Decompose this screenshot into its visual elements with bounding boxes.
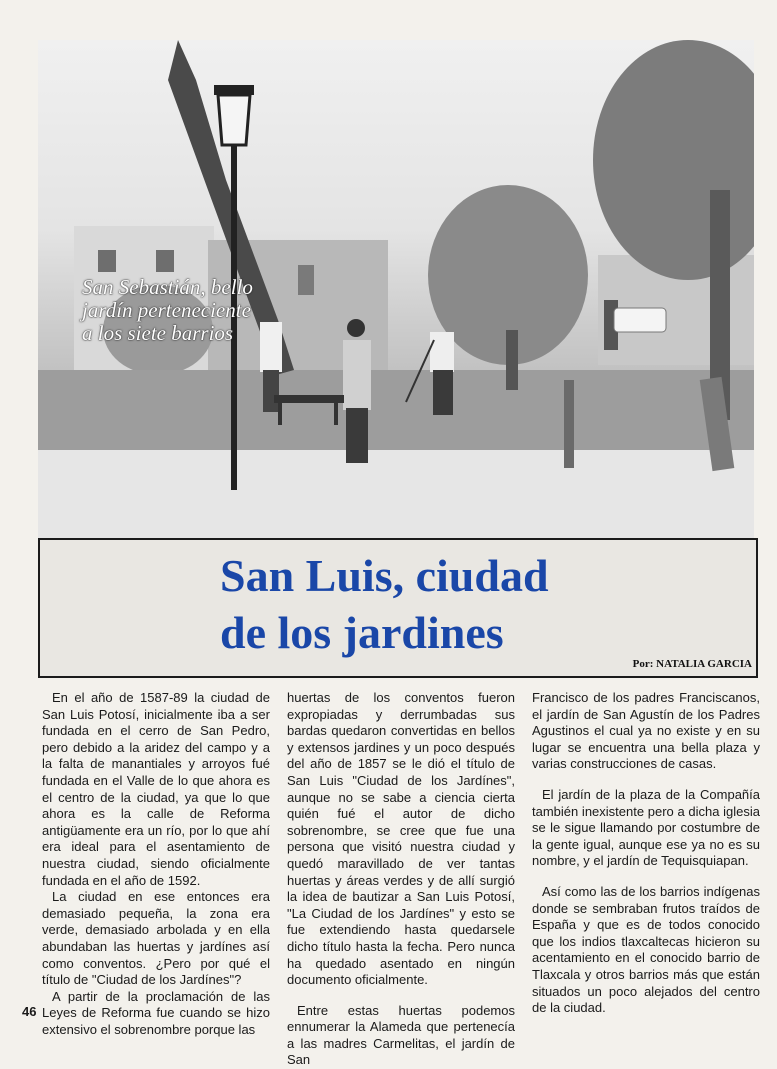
title-banner bbox=[38, 538, 758, 678]
walkway bbox=[38, 450, 754, 538]
article-column-2 bbox=[287, 690, 515, 1068]
paragraph: La ciudad en ese entonces era demasiado pequeña, la zona era verde, demasiado arbolada y en ella abundaban las huertas y jardínes así como conventos. ¿Pero por qué el título de "Ciudad de los Jardínes"? bbox=[42, 889, 270, 988]
garden-photo bbox=[38, 40, 754, 538]
article-column-1 bbox=[42, 690, 270, 1037]
paragraph: Francisco de los padres Franciscanos, el jardín de San Agustín de los Padres Agustinos el cual ya no existe y en su lugar se encuentra una bella plaza y varias construcciones de casas. bbox=[532, 690, 760, 772]
article-title-line-1: San Luis, ciudad bbox=[220, 550, 549, 601]
paragraph: A partir de la proclamación de las Leyes de Reforma fue cuando se hizo extensivo el sobrenombre porque las bbox=[42, 988, 270, 1037]
page-number: 46 bbox=[22, 1004, 37, 1019]
paragraph: En el año de 1587-89 la ciudad de San Luis Potosí, inicialmente iba a ser fundada en el cerro de San Pedro, pero debido a la aridez del campo y a la falta de manantiales y arroyos fué fundada en el Valle de lo que ahora es el centro de la ciudad, ya que lo que ahora es la calle de Reforma antigüamente era un río, por lo que ahí era ideal para el asentamiento de nuestra ciudad, siendo oficialmente fundada en el año de 1592. bbox=[42, 690, 270, 888]
paragraph: Entre estas huertas podemos ennumerar la Alameda que pertenecía a las madres Carmelitas, el jardín de San bbox=[287, 1002, 515, 1068]
article-body bbox=[42, 690, 760, 1068]
article-byline: Por: NATALIA GARCIA bbox=[632, 658, 752, 670]
paragraph: El jardín de la plaza de la Compañía también inexistente pero a dicha iglesia se le sigue llamando por costumbre de la gente igual, aunque ese ya no es su nombre, y el jardín de Tequisquiapan. bbox=[532, 786, 760, 869]
article-title bbox=[220, 547, 549, 661]
paragraph: huertas de los conventos fueron expropiadas y derrumbadas sus bardas quedaron convertidas en bellos y extensos jardines y un poco después del año de 1857 se le dió el título de San Luis "Ciudad de los Jardínes", aunque no se sabe a ciencia cierta quién fué el autor de dicho sobrenombre, se cree que fue una persona que visitó nuestra ciudad y quedó maravillado de ver tantas huertas y áreas verdes y de allí surgió la idea de bautizar a San Luis Potosí, "La Ciudad de los Jardínes" y esto se fue extendiendo hasta quedarsele dicho título hasta la fecha. Pero nunca ha quedado asentado en ningún documento oficialmente. bbox=[287, 690, 515, 988]
paragraph: Así como las de los barrios indígenas donde se sembraban frutos traídos de España y que es de todos conocido que los indios tlaxcaltecas hicieron su acentamiento en el conocido barrio de Tlaxcala y otros barrios más que están situados un poco alejados del centro de la ciudad. bbox=[532, 883, 760, 1016]
photo-caption: San Sebastián, bello jardín perteneciente a los siete barrios bbox=[82, 275, 253, 345]
article-title-line-2: de los jardines bbox=[220, 607, 504, 658]
article-column-3 bbox=[532, 690, 760, 1016]
